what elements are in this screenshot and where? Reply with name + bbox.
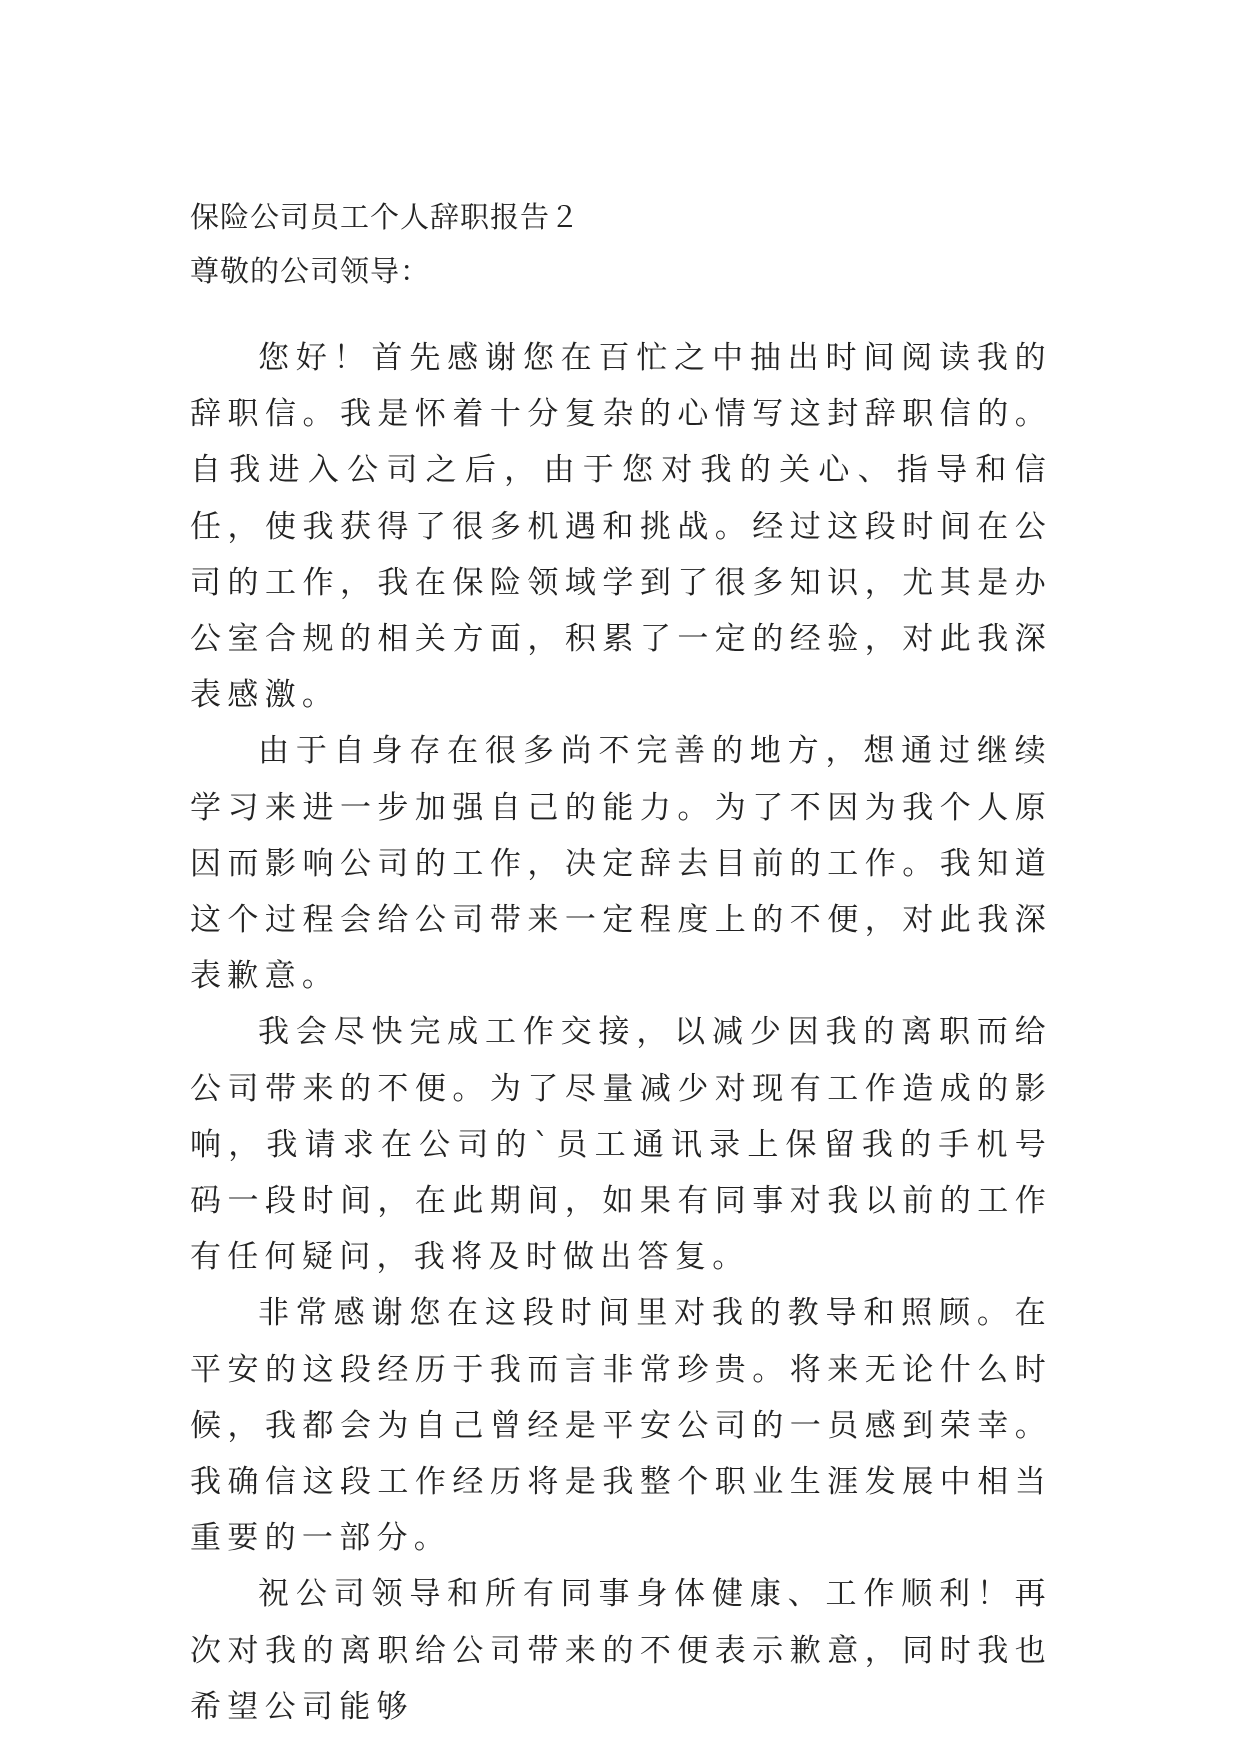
salutation: 尊敬的公司领导： xyxy=(190,254,431,288)
paragraph-3: 我会尽快完成工作交接，以减少因我的离职而给公司带来的不便。为了尽量减少对现有工作造成的影响，我请求在公司的`员工通讯录上保留我的手机号码一段时间，在此期间，如果有同事对我以前的工作有任何疑问，我将及时做出答复。 xyxy=(190,1014,1052,1276)
paragraph-4: 非常感谢您在这段时间里对我的教导和照顾。在平安的这段经历于我而言非常珍贵。将来无论什么时候，我都会为自己曾经是平安公司的一员感到荣幸。我确信这段工作经历将是我整个职业生涯发展中相当重要的一部分。 xyxy=(190,1295,1052,1557)
paragraph-5: 祝公司领导和所有同事身体健康、工作顺利！再次对我的离职给公司带来的不便表示歉意，同时我也希望公司能够 xyxy=(190,1576,1052,1725)
paragraph-2: 由于自身存在很多尚不完善的地方，想通过继续学习来进一步加强自己的能力。为了不因为我个人原因而影响公司的工作，决定辞去目前的工作。我知道这个过程会给公司带来一定程度上的不便，对此我深表歉意。 xyxy=(190,733,1052,995)
document-title: 保险公司员工个人辞职报告２ xyxy=(190,200,581,234)
paragraph-1: 您好！首先感谢您在百忙之中抽出时间阅读我的辞职信。我是怀着十分复杂的心情写这封辞职信的。自我进入公司之后，由于您对我的关心、指导和信任，使我获得了很多机遇和挑战。经过这段时间在公司的工作，我在保险领域学到了很多知识，尤其是办公室合规的相关方面，积累了一定的经验，对此我深表感激。 xyxy=(190,340,1052,714)
letter-body xyxy=(190,330,1052,1735)
